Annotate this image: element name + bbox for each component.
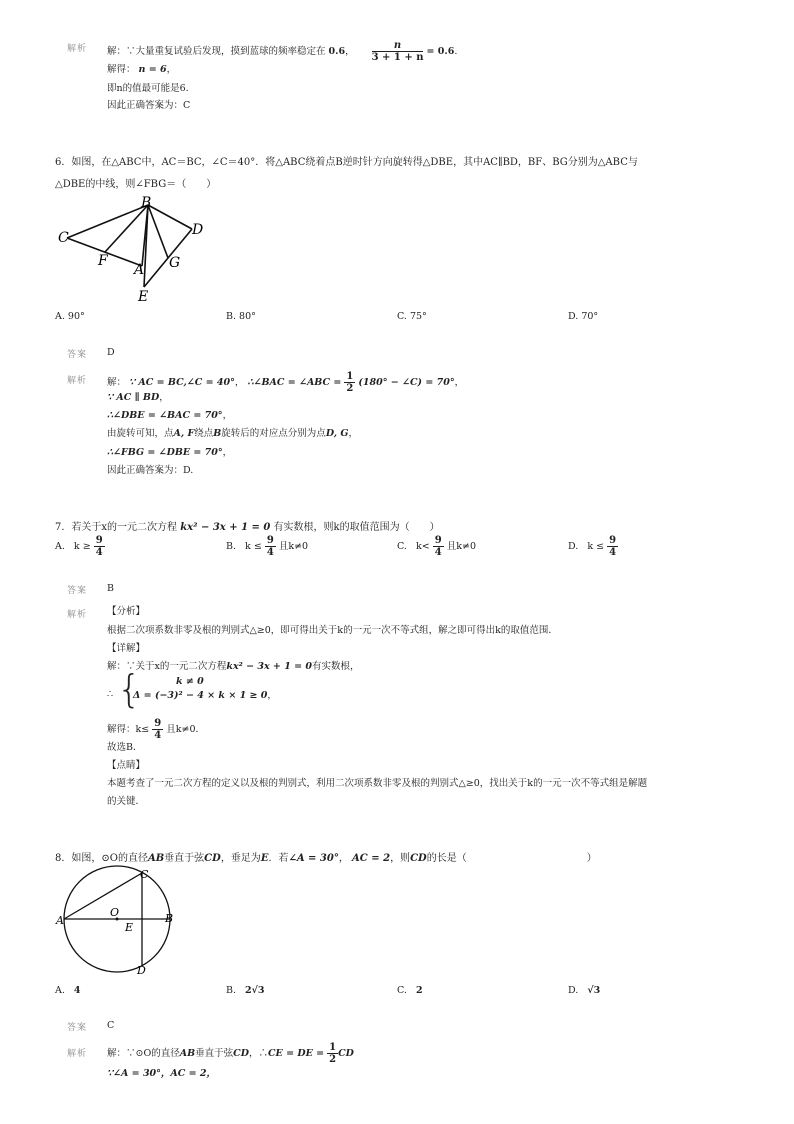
sol-prefix: 解： bbox=[107, 377, 127, 388]
sol-math: kx² − 3x + 1 = 0 bbox=[226, 661, 312, 672]
q5-frac-den: 3 + 1 + n bbox=[371, 52, 424, 63]
frac-num: 9 bbox=[434, 535, 442, 546]
q8-text: 垂直于弦 bbox=[164, 853, 205, 864]
q8-text: ，垂足为 bbox=[220, 853, 261, 864]
q6-option-b[interactable]: B. 80° bbox=[226, 311, 256, 322]
sol-math: ∵∠A = 30°，AC = 2， bbox=[107, 1068, 217, 1079]
frac-num: 9 bbox=[266, 535, 274, 546]
sol-comma: ， bbox=[267, 690, 277, 701]
q6-sol-line6: 因此正确答案为：D. bbox=[107, 465, 194, 476]
sol-text: 旋转后的对应点分别为点 bbox=[221, 428, 326, 439]
frac-den: 2 bbox=[329, 1054, 337, 1065]
option-label: A. bbox=[55, 985, 65, 996]
frac-num: 9 bbox=[95, 535, 103, 546]
q5-solution-line2: 解得： n = 6， bbox=[107, 64, 177, 75]
q5-line1-text: 解：∵大量重复试验后发现，摸到蓝球的频率稳定在 bbox=[107, 46, 326, 57]
fraction-nine-fourths bbox=[94, 535, 105, 558]
q8-question bbox=[55, 849, 597, 864]
analysis-tag: 解析 bbox=[67, 1049, 88, 1059]
q7-fenxi-text: 根据二次项系数非零及根的判别式△≥0，即可得出关于k的一元一次不等式组，解之即可得出k的取值范围． bbox=[107, 625, 558, 636]
q7-dianjing-header: 【点睛】 bbox=[107, 760, 146, 771]
fraction-half bbox=[327, 1042, 338, 1065]
fraction-nine-fourths bbox=[265, 535, 276, 558]
q6-sol-line4: 由旋转可知，点A, F绕点B旋转后的对应点分别为点D, G， bbox=[107, 428, 358, 439]
sol-math: B bbox=[213, 428, 222, 439]
label-c: C bbox=[58, 230, 69, 246]
sol-text: 解：∵关于x的一元二次方程 bbox=[107, 661, 227, 672]
label-e: E bbox=[125, 921, 134, 934]
left-brace-icon: { bbox=[117, 667, 142, 711]
label-d: D bbox=[137, 964, 146, 977]
frac-den: 4 bbox=[154, 730, 162, 741]
q7-detail-line1 bbox=[107, 660, 360, 674]
sol-math: ∵ AC ∥ BD bbox=[107, 392, 160, 403]
label-o: O bbox=[110, 906, 120, 919]
analysis-tag: 解析 bbox=[67, 376, 88, 386]
q8-option-d[interactable] bbox=[568, 985, 600, 996]
q8-text: ，则 bbox=[390, 853, 411, 864]
option-text: k ≤ bbox=[245, 541, 262, 552]
sol-math: AB bbox=[179, 1048, 196, 1059]
sol-text: 且k≠0． bbox=[166, 724, 206, 735]
q6-answer: D bbox=[107, 347, 115, 358]
q7-xiangjie-header: 【详解】 bbox=[107, 643, 146, 654]
sol-math: ∴∠DBE = ∠BAC = 70° bbox=[107, 410, 223, 421]
q5-solution-line4: 因此正确答案为：C bbox=[107, 100, 191, 111]
sol-math: (180° − ∠C) = 70° bbox=[358, 377, 455, 388]
q6-option-d[interactable]: D. 70° bbox=[568, 311, 599, 322]
q7-option-c[interactable] bbox=[397, 535, 476, 558]
q7-option-a[interactable] bbox=[55, 535, 105, 558]
option-text: k< bbox=[415, 541, 430, 552]
fraction-nine-fourths bbox=[152, 718, 163, 741]
q7-text: 7．若关于x的一元二次方程 bbox=[55, 522, 178, 533]
segment-bc bbox=[67, 205, 148, 238]
option-text: k ≤ bbox=[587, 541, 605, 552]
segment-bg bbox=[148, 205, 168, 258]
q8-math: AB bbox=[147, 853, 165, 864]
option-value: 4 bbox=[73, 985, 81, 996]
frac-num: 1 bbox=[346, 371, 354, 382]
sol-text: 绕点 bbox=[194, 428, 214, 439]
q8-option-c[interactable] bbox=[397, 985, 423, 996]
q7-text: 有实数根，则k的取值范围为（ ） bbox=[273, 522, 440, 533]
q5-line1-value: 0.6 bbox=[328, 46, 346, 57]
q7-answer: B bbox=[107, 583, 114, 594]
option-label: A. bbox=[55, 541, 65, 552]
sol-math: ∴∠BAC = ∠ABC = bbox=[247, 377, 342, 388]
q6-sol-line5: ∴∠FBG = ∠DBE = 70°， bbox=[107, 447, 233, 458]
fraction-nine-fourths bbox=[433, 535, 444, 558]
label-b: B bbox=[165, 912, 174, 925]
q7-question bbox=[55, 518, 440, 533]
chord-ac bbox=[64, 873, 142, 919]
analysis-tag: 解析 bbox=[67, 610, 88, 620]
segment-bd bbox=[148, 205, 192, 229]
q5-line2-math: n = 6 bbox=[138, 64, 167, 75]
frac-den: 4 bbox=[434, 547, 442, 558]
sol-comma: ， bbox=[234, 377, 245, 388]
q6-option-a[interactable]: A. 90° bbox=[55, 311, 85, 322]
option-value: √3 bbox=[587, 985, 601, 996]
option-text: 且k≠0 bbox=[446, 541, 476, 552]
frac-den: 4 bbox=[95, 547, 103, 558]
q7-dianjing-line2: 的关键． bbox=[107, 796, 146, 807]
q8-sol-line1 bbox=[107, 1042, 354, 1065]
sol-math: CE = DE = bbox=[268, 1048, 325, 1059]
frac-num: 1 bbox=[329, 1042, 337, 1053]
q5-line2-label: 解得： bbox=[107, 64, 136, 75]
sol-math: ∵ AC = BC,∠C = 40° bbox=[129, 377, 235, 388]
sol-math: CD bbox=[338, 1048, 354, 1059]
q8-circle-figure bbox=[55, 865, 185, 980]
q8-answer: C bbox=[107, 1020, 115, 1031]
q5-solution-line3: 即n的值最可能是6. bbox=[107, 83, 189, 94]
sol-text: 解得：k≤ bbox=[107, 724, 150, 735]
frac-den: 4 bbox=[609, 547, 617, 558]
q5-fraction bbox=[372, 40, 424, 63]
q5-solution-line1: 解：∵大量重复试验后发现，摸到蓝球的频率稳定在 0.6， $\frac{n}{3 + 1 + n}$ = 0.6. bbox=[107, 40, 458, 63]
label-c: C bbox=[140, 868, 149, 881]
label-e: E bbox=[138, 289, 149, 305]
q5-frac-eq: = 0.6 bbox=[426, 46, 455, 57]
label-a: A bbox=[134, 262, 145, 278]
sol-math: CD bbox=[233, 1048, 249, 1059]
option-text: 且k≠0 bbox=[278, 541, 309, 552]
option-value: 2√3 bbox=[245, 985, 265, 996]
answer-tag: 答案 bbox=[67, 350, 88, 360]
q7-detail-line4: 故选B． bbox=[107, 742, 143, 753]
fraction-nine-fourths bbox=[607, 535, 618, 558]
sol-text: 垂直于弦 bbox=[195, 1048, 234, 1059]
sol-text: 有实数根， bbox=[312, 661, 360, 672]
label-f: F bbox=[98, 253, 108, 269]
q8-text: ， bbox=[338, 853, 349, 864]
sol-text: 解：∵⊙O的直径 bbox=[107, 1048, 180, 1059]
option-text: k ≥ bbox=[73, 541, 91, 552]
label-a: A bbox=[56, 914, 64, 927]
q8-option-a[interactable] bbox=[55, 985, 81, 996]
q7-option-b[interactable] bbox=[226, 535, 308, 558]
q7-option-d[interactable] bbox=[568, 535, 618, 558]
q6-sol-line3: ∴∠DBE = ∠BAC = 70°， bbox=[107, 410, 233, 421]
segment-bf bbox=[105, 205, 148, 252]
answer-tag: 答案 bbox=[67, 586, 88, 596]
q7-system-eq2 bbox=[133, 689, 277, 703]
q7-fenxi-header: 【分析】 bbox=[107, 606, 146, 617]
q7-detail-line3 bbox=[107, 718, 205, 741]
frac-num: 9 bbox=[609, 535, 617, 546]
frac-den: 2 bbox=[346, 383, 354, 394]
sol-text: ，∴ bbox=[248, 1048, 268, 1059]
q5-frac-num: n bbox=[372, 40, 424, 52]
sol-math: A, F bbox=[173, 428, 195, 439]
sol-comma: ， bbox=[454, 377, 465, 388]
q7-equation: kx² − 3x + 1 = 0 bbox=[180, 522, 271, 533]
q8-text: ．若 bbox=[268, 853, 289, 864]
option-label: D. bbox=[568, 541, 579, 552]
sol-math: Δ = (−3)² − 4 × k × 1 ≥ 0 bbox=[133, 690, 268, 701]
q8-math: AC = 2 bbox=[352, 853, 391, 864]
q7-system-eq1: k ≠ 0 bbox=[176, 676, 204, 687]
label-g: G bbox=[169, 255, 181, 271]
sol-math: D, G bbox=[325, 428, 349, 439]
q6-question-cont: △DBE的中线，则∠FBG＝（ ） bbox=[55, 179, 217, 190]
option-label: B. bbox=[226, 541, 237, 552]
q7-therefore: ∴ bbox=[107, 689, 114, 700]
label-d: D bbox=[192, 222, 204, 238]
q8-text: 的长是（ ） bbox=[426, 853, 597, 864]
q8-math: E bbox=[260, 853, 269, 864]
sol-text: 由旋转可知，点 bbox=[107, 428, 174, 439]
q8-math: CD bbox=[204, 853, 221, 864]
frac-den: 4 bbox=[266, 547, 274, 558]
sol-math: ∴∠FBG = ∠DBE = 70° bbox=[107, 447, 223, 458]
option-label: C. bbox=[397, 541, 407, 552]
q8-math: ∠A = 30° bbox=[288, 853, 339, 864]
label-b: B bbox=[141, 195, 152, 211]
q7-dianjing-line1: 本题考查了一元二次方程的定义以及根的判别式，利用二次项系数非零及根的判别式△≥0，找出关于k的一元一次不等式组是解题 bbox=[107, 778, 648, 789]
q6-option-c[interactable]: C. 75° bbox=[397, 311, 427, 322]
q8-text: 8．如图，⊙O的直径 bbox=[55, 853, 148, 864]
q6-triangle-figure bbox=[55, 193, 215, 305]
option-value: 2 bbox=[415, 985, 423, 996]
frac-num: 9 bbox=[154, 718, 162, 729]
option-label: B. bbox=[226, 985, 237, 996]
q6-sol-line2: ∵ AC ∥ BD， bbox=[107, 392, 169, 403]
option-label: C. bbox=[397, 985, 407, 996]
analysis-tag: 解析 bbox=[67, 44, 88, 54]
option-label: D. bbox=[568, 985, 579, 996]
q6-question: 6．如图，在△ABC中，AC＝BC，∠C＝40°．将△ABC绕着点B逆时针方向旋转得△DBE，其中AC∥BD，BF、BG分别为△ABC与 bbox=[55, 157, 638, 168]
q8-sol-line2 bbox=[107, 1067, 216, 1081]
fraction-half bbox=[344, 371, 355, 394]
q8-math: CD bbox=[410, 853, 427, 864]
answer-tag: 答案 bbox=[67, 1023, 88, 1033]
q8-option-b[interactable] bbox=[226, 985, 265, 996]
